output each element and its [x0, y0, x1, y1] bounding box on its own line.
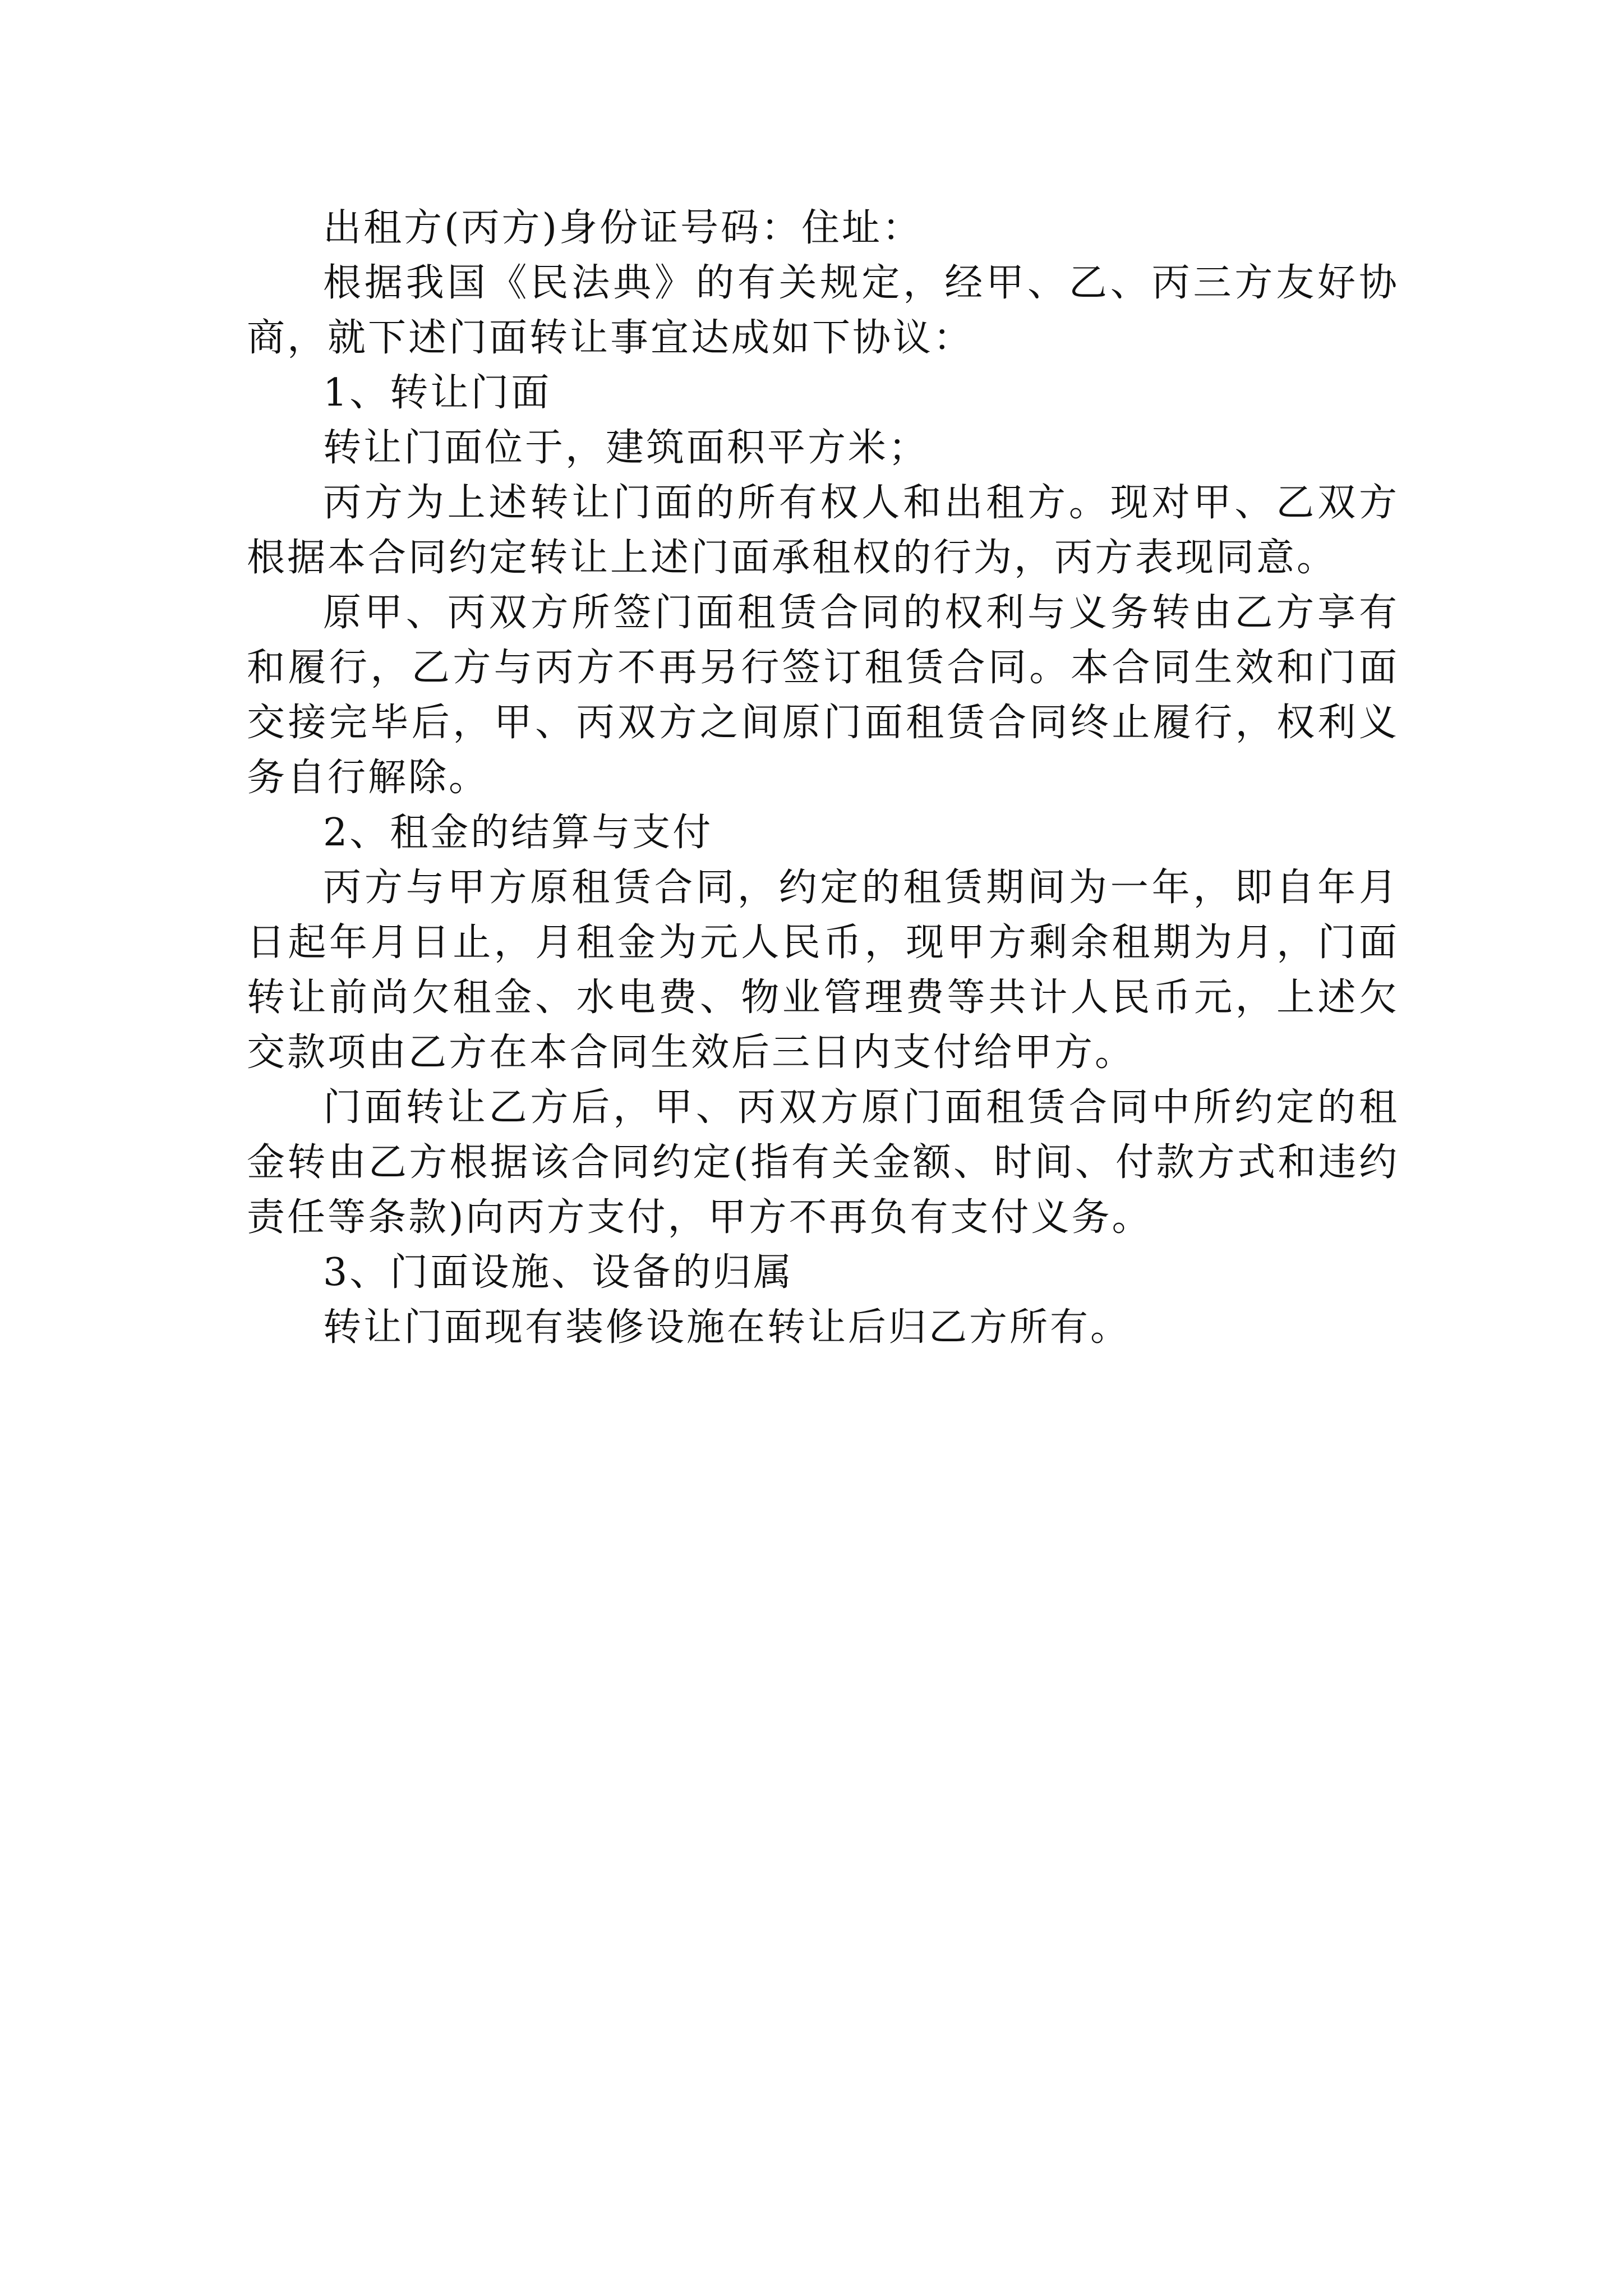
- section-heading-3: 3、门面设施、设备的归属: [323, 1250, 794, 1295]
- paragraph-shop-location: 转让门面位于，建筑面积平方米；: [323, 426, 929, 470]
- paragraph-rent-terms: 丙方与甲方原租赁合同，约定的租赁期间为一年，即自年月日起年月日止，月租金为元人民币，现甲方剩余租期为月，门面转让前尚欠租金、水电费、物业管理费等共计人民币元，上述欠交款项由乙方在本合同生效后三日内支付给甲方。: [247, 866, 1399, 1075]
- paragraph-rights-transfer: 原甲、丙双方所签门面租赁合同的权利与义务转由乙方享有和履行，乙方与丙方不再另行签订租赁合同。本合同生效和门面交接完毕后，甲、丙双方之间原门面租赁合同终止履行，权利义务自行解除。: [247, 591, 1399, 800]
- paragraph-rent-payment: 门面转让乙方后，甲、丙双方原门面租赁合同中所约定的租金转由乙方根据该合同约定(指有关金额、时间、付款方式和违约责任等条款)向丙方支付，甲方不再负有支付义务。: [247, 1085, 1399, 1240]
- paragraph-owner-consent: 丙方为上述转让门面的所有权人和出租方。现对甲、乙双方根据本合同约定转让上述门面承租权的行为，丙方表现同意。: [247, 481, 1399, 580]
- paragraph-preamble: 根据我国《民法典》的有关规定，经甲、乙、丙三方友好协商，就下述门面转让事宜达成如下协议：: [247, 261, 1399, 360]
- section-heading-1: 1、转让门面: [323, 371, 552, 415]
- document-body: [247, 201, 1399, 1355]
- paragraph-fixtures-ownership: 转让门面现有装修设施在转让后归乙方所有。: [323, 1305, 1131, 1350]
- paragraph-lessor-id-address: 出租方(丙方)身份证号码：住址：: [323, 206, 923, 250]
- section-heading-2: 2、租金的结算与支付: [323, 811, 713, 855]
